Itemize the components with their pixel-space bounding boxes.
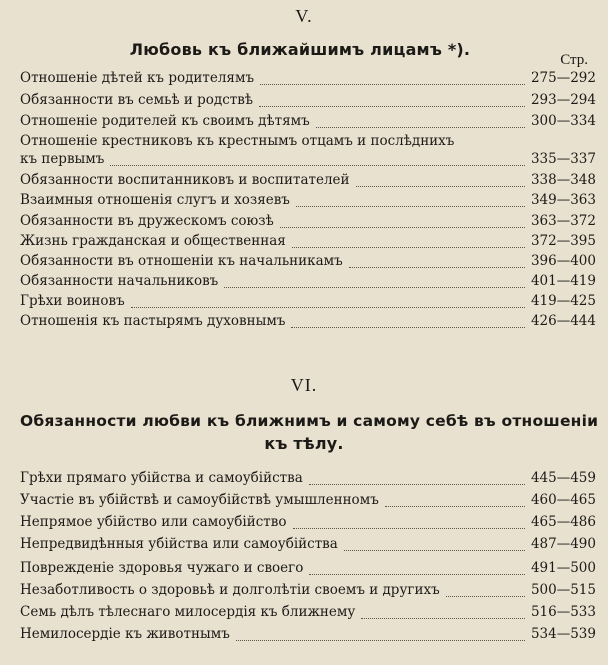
toc-entry-title: Отношенія къ пастырямъ духовнымъ	[20, 313, 286, 329]
dot-leader	[446, 596, 525, 597]
toc-entry-pages: 335—337	[530, 151, 596, 167]
dot-leader	[224, 287, 525, 288]
toc-entry-title: Обязанности въ отношеніи къ начальникамъ	[20, 253, 343, 269]
dot-leader	[292, 247, 525, 248]
toc-entry	[20, 582, 596, 602]
dot-leader	[280, 227, 525, 228]
toc-entry	[20, 151, 596, 171]
dot-leader	[309, 484, 525, 485]
toc-entry	[20, 233, 596, 253]
toc-entry-title: Взаимныя отношенія слугъ и хозяевъ	[20, 192, 290, 208]
section-6-title-line2: къ тѣлу.	[264, 434, 344, 453]
page-column-label: Стр.	[560, 52, 588, 68]
section-5-number: V.	[295, 6, 313, 26]
toc-entry-pages: 500—515	[530, 582, 596, 598]
section-6-title-line1: Обязанности любви къ ближнимъ и самому себѣ въ отношеніи	[20, 412, 599, 430]
dot-leader	[259, 106, 525, 107]
toc-entry	[20, 560, 596, 580]
toc-entry	[20, 172, 596, 192]
toc-entry	[20, 213, 596, 233]
toc-entry-title: Незаботливость о здоровьѣ и долголѣтіи своемъ и другихъ	[20, 582, 440, 598]
toc-entry-pages: 349—363	[530, 192, 596, 208]
dot-leader	[316, 127, 525, 128]
toc-entry-title: Грѣхи воиновъ	[20, 293, 125, 309]
toc-entry	[20, 113, 596, 133]
toc-entry-pages: 465—486	[530, 514, 596, 530]
toc-entry	[20, 470, 596, 490]
toc-entry	[20, 192, 596, 212]
toc-entry-title: Жизнь гражданская и общественная	[20, 233, 286, 249]
toc-entry-title: Обязанности въ дружескомъ союзѣ	[20, 213, 274, 229]
toc-entry-title: Семь дѣлъ тѣлеснаго милосердія къ ближнему	[20, 604, 356, 620]
toc-entry-title: Участіе въ убійствѣ и самоубійствѣ умышленномъ	[20, 492, 379, 508]
toc-entry	[20, 253, 596, 273]
toc-entry-pages: 396—400	[530, 253, 596, 269]
toc-entry-title-line1: Отношеніе крестниковъ къ крестнымъ отцамъ и послѣднихъ	[20, 133, 455, 149]
toc-entry-pages: 460—465	[530, 492, 596, 508]
dot-leader	[293, 528, 525, 529]
toc-entry	[20, 273, 596, 293]
toc-entry	[20, 92, 596, 112]
dot-leader	[236, 640, 525, 641]
toc-entry-title: къ первымъ	[20, 151, 105, 167]
toc-entry-pages: 293—294	[530, 92, 596, 108]
toc-entry	[20, 70, 596, 90]
dot-leader	[361, 618, 525, 619]
dot-leader	[291, 327, 525, 328]
dot-leader	[356, 186, 525, 187]
dot-leader	[309, 574, 525, 575]
dot-leader	[131, 307, 525, 308]
toc-entry-title: Обязанности воспитанниковъ и воспитателей	[20, 172, 350, 188]
toc-entry-pages: 363—372	[530, 213, 596, 229]
toc-entry	[20, 492, 596, 512]
toc-entry	[20, 313, 596, 333]
toc-entry-pages: 426—444	[530, 313, 596, 329]
toc-entry-pages: 401—419	[530, 273, 596, 289]
dot-leader	[385, 506, 525, 507]
toc-entry-title: Грѣхи прямаго убійства и самоубійства	[20, 470, 303, 486]
toc-entry-pages: 372—395	[530, 233, 596, 249]
toc-entry-title: Отношеніе родителей къ своимъ дѣтямъ	[20, 113, 310, 129]
section-5-title: Любовь къ ближайшимъ лицамъ *).	[129, 40, 471, 59]
toc-entry-pages: 487—490	[530, 536, 596, 552]
toc-entry-title: Обязанности въ семьѣ и родствѣ	[20, 92, 254, 108]
dot-leader	[110, 165, 525, 166]
toc-entry-pages: 445—459	[530, 470, 596, 486]
toc-entry-pages: 534—539	[530, 626, 596, 642]
section-6-number: VI.	[290, 375, 318, 395]
toc-entry	[20, 626, 596, 646]
toc-entry-pages: 419—425	[530, 293, 596, 309]
toc-entry-title: Немилосердіе къ животнымъ	[20, 626, 230, 642]
dot-leader	[344, 550, 525, 551]
toc-entry-title: Непредвидѣнныя убійства или самоубійства	[20, 536, 338, 552]
toc-entry	[20, 536, 596, 556]
toc-entry-title: Обязанности начальниковъ	[20, 273, 219, 289]
toc-entry-pages: 300—334	[530, 113, 596, 129]
toc-entry	[20, 514, 596, 534]
toc-entry-pages: 275—292	[530, 70, 596, 86]
toc-entry-pages: 491—500	[530, 560, 596, 576]
toc-entry-title: Поврежденіе здоровья чужаго и своего	[20, 560, 304, 576]
toc-entry-title: Непрямое убійство или самоубійство	[20, 514, 287, 530]
toc-entry-pages: 338—348	[530, 172, 596, 188]
toc-entry-title: Отношеніе дѣтей къ родителямъ	[20, 70, 255, 86]
toc-entry	[20, 293, 596, 313]
dot-leader	[349, 267, 525, 268]
dot-leader	[260, 84, 525, 85]
toc-entry	[20, 604, 596, 624]
toc-entry-pages: 516—533	[530, 604, 596, 620]
dot-leader	[296, 206, 525, 207]
